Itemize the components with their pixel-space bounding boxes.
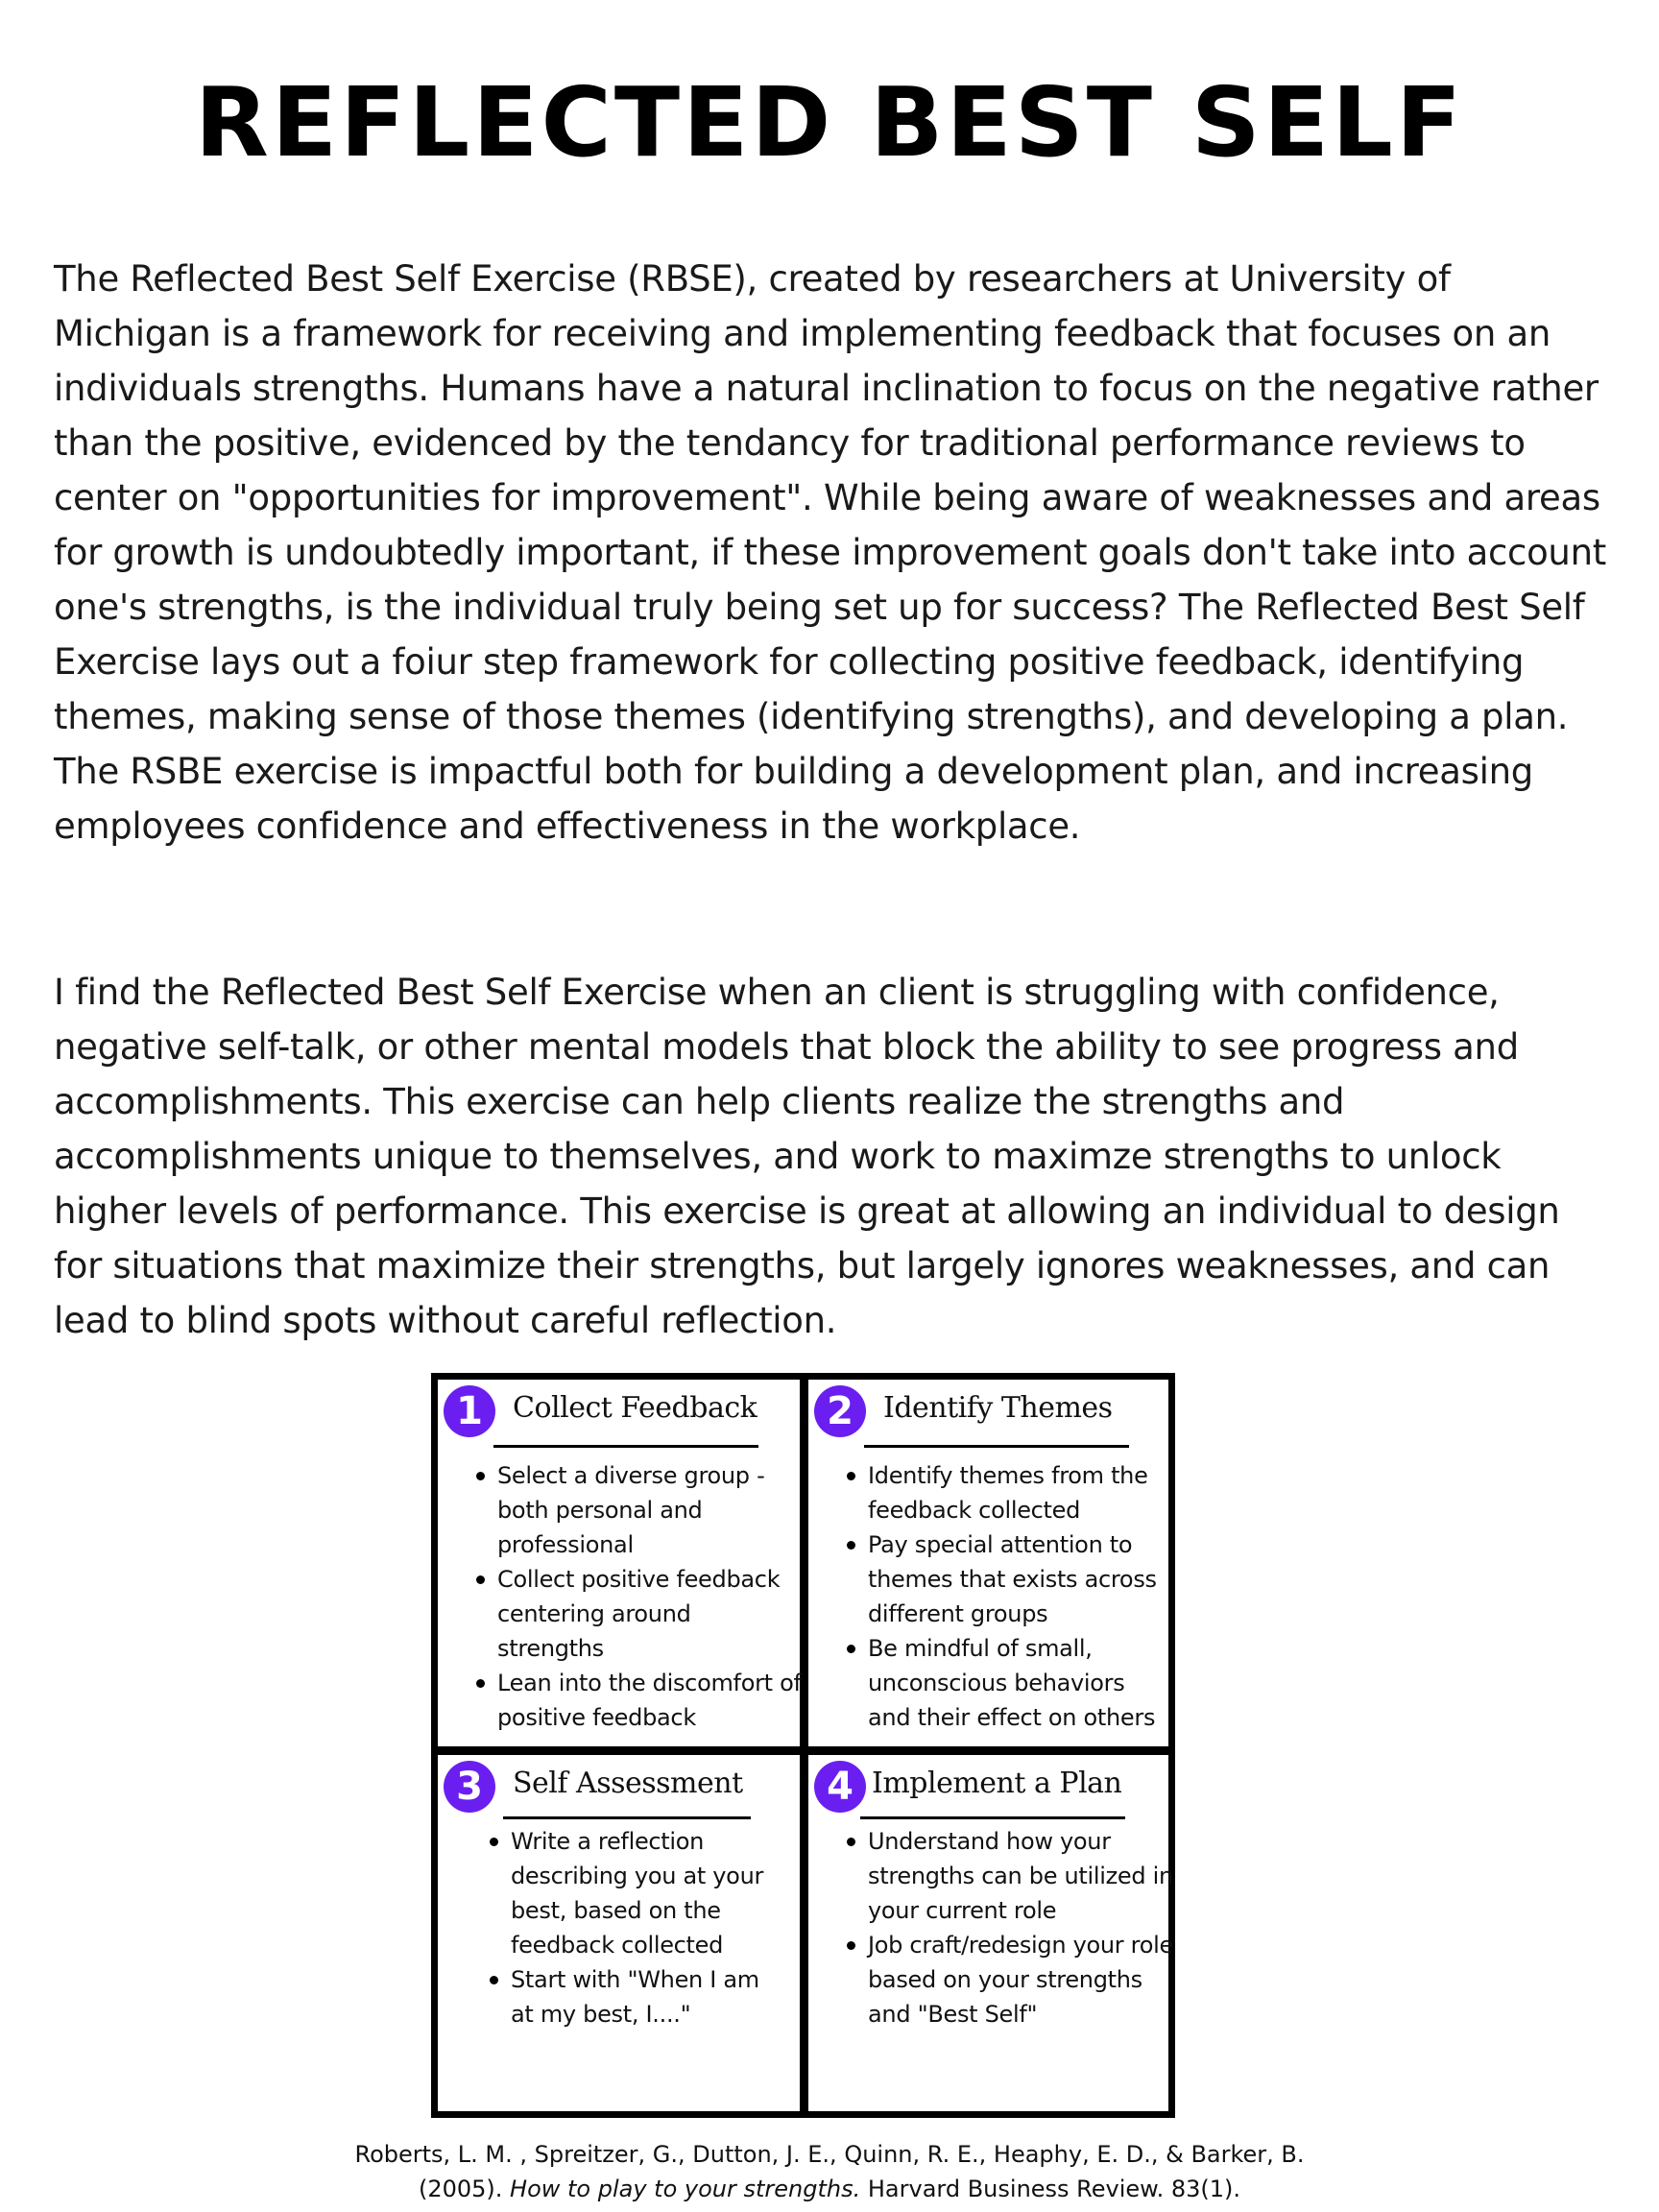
four-step-framework-grid xyxy=(431,1373,1175,2118)
step-item-list xyxy=(444,1458,803,1735)
application-paragraph: I find the Reflected Best Self Exercise when an client is struggling with confidence, negative self-talk, or other mental models that block the ability to see progress and accomplishments. This exercise can help clients realize the strengths and accomplishments unique to themselves, and work to maximze strengths to unlock higher levels of performance. This exercise is great at allowing an individual to design for situations that maximize their strengths, but largely ignores weaknesses, and can lead to blind spots without careful reflection. xyxy=(54,972,1560,1341)
citation-article-title: How to play to your strengths. xyxy=(510,2176,861,2202)
intro-paragraph: The Reflected Best Self Exercise (RBSE), created by researchers at University of Michigan is a framework for receiving and implementing feedback that focuses on an individuals strengths. Humans have a natural inclination to focus on the negative rather than the positive, evidenced by the tendancy for traditional performance reviews to center on "opportunities for improvement". While being aware of weaknesses and areas for growth is undoubtedly important, if these improvement goals don't take into account one's strengths, is the individual truly being set up for success? The Reflected Best Self Exercise lays out a foiur step framework for collecting positive feedback, identifying themes, making sense of those themes (identifying strengths), and developing a plan. The RSBE exercise is impactful both for building a development plan, and increasing employees confidence and effectiveness in the workplace. xyxy=(54,258,1606,847)
step-number-badge: 1 xyxy=(444,1385,495,1437)
list-item: Pay special attention to themes that exists across different groups xyxy=(847,1527,1173,1631)
list-item: Identify themes from the feedback collected xyxy=(847,1458,1173,1527)
list-item: Understand how your strengths can be utilized in your current role xyxy=(847,1824,1173,1928)
page-title: REFLECTED BEST SELF xyxy=(194,66,1465,179)
list-item: Write a reflection describing you at your best, based on the feedback collected xyxy=(490,1824,778,1962)
citation xyxy=(0,2137,1659,2206)
title-underline xyxy=(493,1445,758,1448)
step-number-badge: 4 xyxy=(814,1761,866,1813)
citation-journal: Harvard Business Review. 83(1). xyxy=(860,2176,1241,2202)
step-item-list xyxy=(814,1458,1173,1735)
citation-line-1: Roberts, L. M. , Spreitzer, G., Dutton, J. E., Quinn, R. E., Heaphy, E. D., & Barker, B. xyxy=(354,2141,1305,2168)
step-title: Implement a Plan xyxy=(872,1767,1122,1800)
citation-line-2 xyxy=(0,2172,1659,2206)
title-underline xyxy=(860,1816,1125,1819)
citation-year: (2005). xyxy=(418,2176,511,2202)
list-item: Lean into the discomfort of positive feedback xyxy=(476,1666,803,1735)
step-title: Self Assessment xyxy=(513,1767,743,1800)
title-underline xyxy=(864,1445,1129,1448)
list-item: Collect positive feedback centering around strengths xyxy=(476,1562,803,1666)
list-item: Select a diverse group - both personal and professional xyxy=(476,1458,803,1562)
list-item: Start with "When I am at my best, I...." xyxy=(490,1962,778,2032)
grid-horizontal-divider xyxy=(438,1746,1168,1755)
step-number-badge: 2 xyxy=(814,1385,866,1437)
title-underline xyxy=(503,1816,751,1819)
step-title: Identify Themes xyxy=(883,1391,1113,1425)
step-item-list xyxy=(444,1824,778,2032)
step-number-badge: 3 xyxy=(444,1761,495,1813)
list-item: Job craft/redesign your role based on your strengths and "Best Self" xyxy=(847,1928,1173,2032)
step-title: Collect Feedback xyxy=(513,1391,757,1425)
step-item-list xyxy=(814,1824,1173,2032)
list-item: Be mindful of small, unconscious behaviors and their effect on others xyxy=(847,1631,1173,1735)
